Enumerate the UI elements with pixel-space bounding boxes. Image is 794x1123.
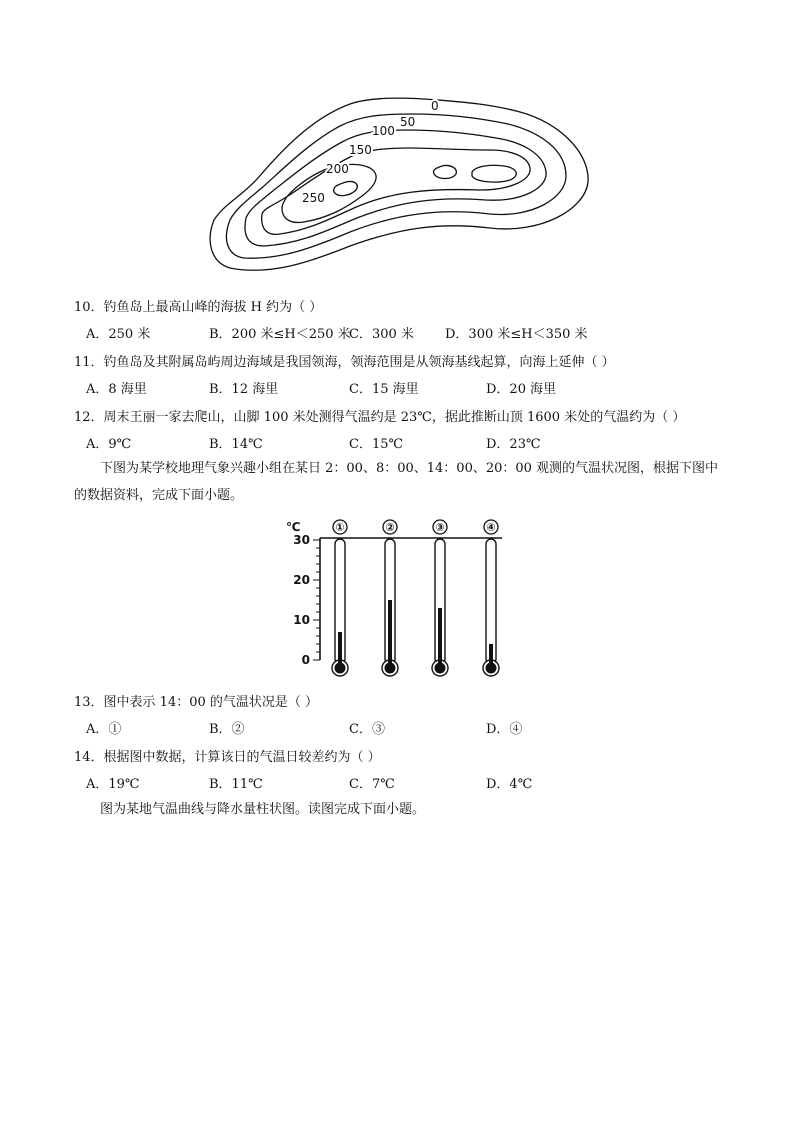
contour-hilltop-east-1: [433, 165, 456, 178]
contour-label-50: 50: [400, 115, 416, 129]
scale-tick-label: 20: [293, 573, 310, 587]
question-text: 周末王丽一家去爬山，山脚 100 米处测得气温约是 23℃，据此推断山顶 1600 米处的气温约为（ ）: [103, 410, 686, 425]
question-12: [74, 406, 685, 425]
q13-option-c[interactable]: C．③: [349, 722, 385, 737]
question-11: [74, 351, 615, 370]
thermometer: [382, 520, 398, 676]
mercury-column: [388, 600, 392, 665]
thermometer-label: ②: [385, 521, 395, 534]
question-number: 10．: [74, 300, 104, 315]
question-10: [74, 296, 322, 315]
q14-option-a[interactable]: A．19℃: [86, 777, 140, 792]
thermometer: [332, 520, 348, 676]
q14-option-b[interactable]: B．11℃: [209, 777, 263, 792]
q11-option-d[interactable]: D．20 海里: [486, 382, 557, 397]
scale-tick-label: 10: [293, 613, 310, 627]
thermometer-label: ③: [435, 521, 445, 534]
q11-option-b[interactable]: B．12 海里: [209, 382, 279, 397]
q14-option-c[interactable]: C．7℃: [349, 777, 395, 792]
mercury-column: [338, 632, 342, 665]
scale-tick-label: 30: [293, 533, 310, 547]
q10-option-b[interactable]: B．200 米≤H＜250 米: [209, 327, 351, 342]
question-number: 14．: [74, 750, 104, 765]
thermometer-label: ①: [335, 521, 345, 534]
q10-option-d[interactable]: D．300 米≤H＜350 米: [445, 327, 588, 342]
question-text: 图中表示 14：00 的气温状况是（ ）: [103, 695, 319, 710]
question-number: 11．: [74, 355, 104, 370]
contour-hilltop-east-2: [472, 165, 516, 182]
question-14: [74, 746, 381, 765]
q13-option-a[interactable]: A．①: [86, 722, 122, 737]
contour-map: [200, 92, 600, 277]
thermometer-chart: [280, 515, 510, 680]
q14-option-d[interactable]: D．4℃: [486, 777, 533, 792]
thermometer-intro: 下图为某学校地理气象兴趣小组在某日 2：00、8：00、14：00、20：00 观测的气温状况图，根据下图中的数据资料，完成下面小题。: [74, 461, 719, 503]
question-text: 根据图中数据，计算该日的气温日较差约为（ ）: [103, 750, 381, 765]
contour-label-100: 100: [372, 124, 395, 138]
mercury-column: [489, 644, 493, 665]
q12-option-b[interactable]: B．14℃: [209, 437, 263, 452]
unit-label: ℃: [286, 520, 301, 534]
contour-label-0: 0: [431, 99, 439, 113]
q11-option-a[interactable]: A．8 海里: [86, 382, 147, 397]
q11-option-c[interactable]: C．15 海里: [349, 382, 419, 397]
question-text: 钓鱼岛及其附属岛屿周边海域是我国领海，领海范围是从领海基线起算，向海上延伸（ ）: [103, 355, 615, 370]
q12-option-d[interactable]: D．23℃: [486, 437, 541, 452]
contour-label-200: 200: [326, 162, 349, 176]
contour-line-250: [334, 181, 358, 195]
scale-tick-label: 0: [301, 653, 310, 667]
contour-label-250: 250: [302, 191, 325, 205]
thermometer: [432, 520, 448, 676]
question-text: 钓鱼岛上最高山峰的海拔 H 约为（ ）: [103, 300, 323, 315]
question-number: 12．: [74, 410, 104, 425]
q12-option-a[interactable]: A．9℃: [86, 437, 132, 452]
q12-option-c[interactable]: C．15℃: [349, 437, 404, 452]
thermometer: [483, 520, 499, 676]
thermometer-label: ④: [486, 521, 496, 534]
q10-option-a[interactable]: A．250 米: [86, 327, 151, 342]
question-13: [74, 691, 318, 710]
mercury-column: [438, 608, 442, 665]
q13-option-b[interactable]: B．②: [209, 722, 245, 737]
q13-option-d[interactable]: D．④: [486, 722, 523, 737]
contour-line-50: [226, 114, 566, 258]
contour-label-150: 150: [349, 143, 372, 157]
climate-intro: 图为某地气温曲线与降水量柱状图。读图完成下面小题。: [100, 802, 426, 817]
question-number: 13．: [74, 695, 104, 710]
q10-option-c[interactable]: C．300 米: [349, 327, 414, 342]
